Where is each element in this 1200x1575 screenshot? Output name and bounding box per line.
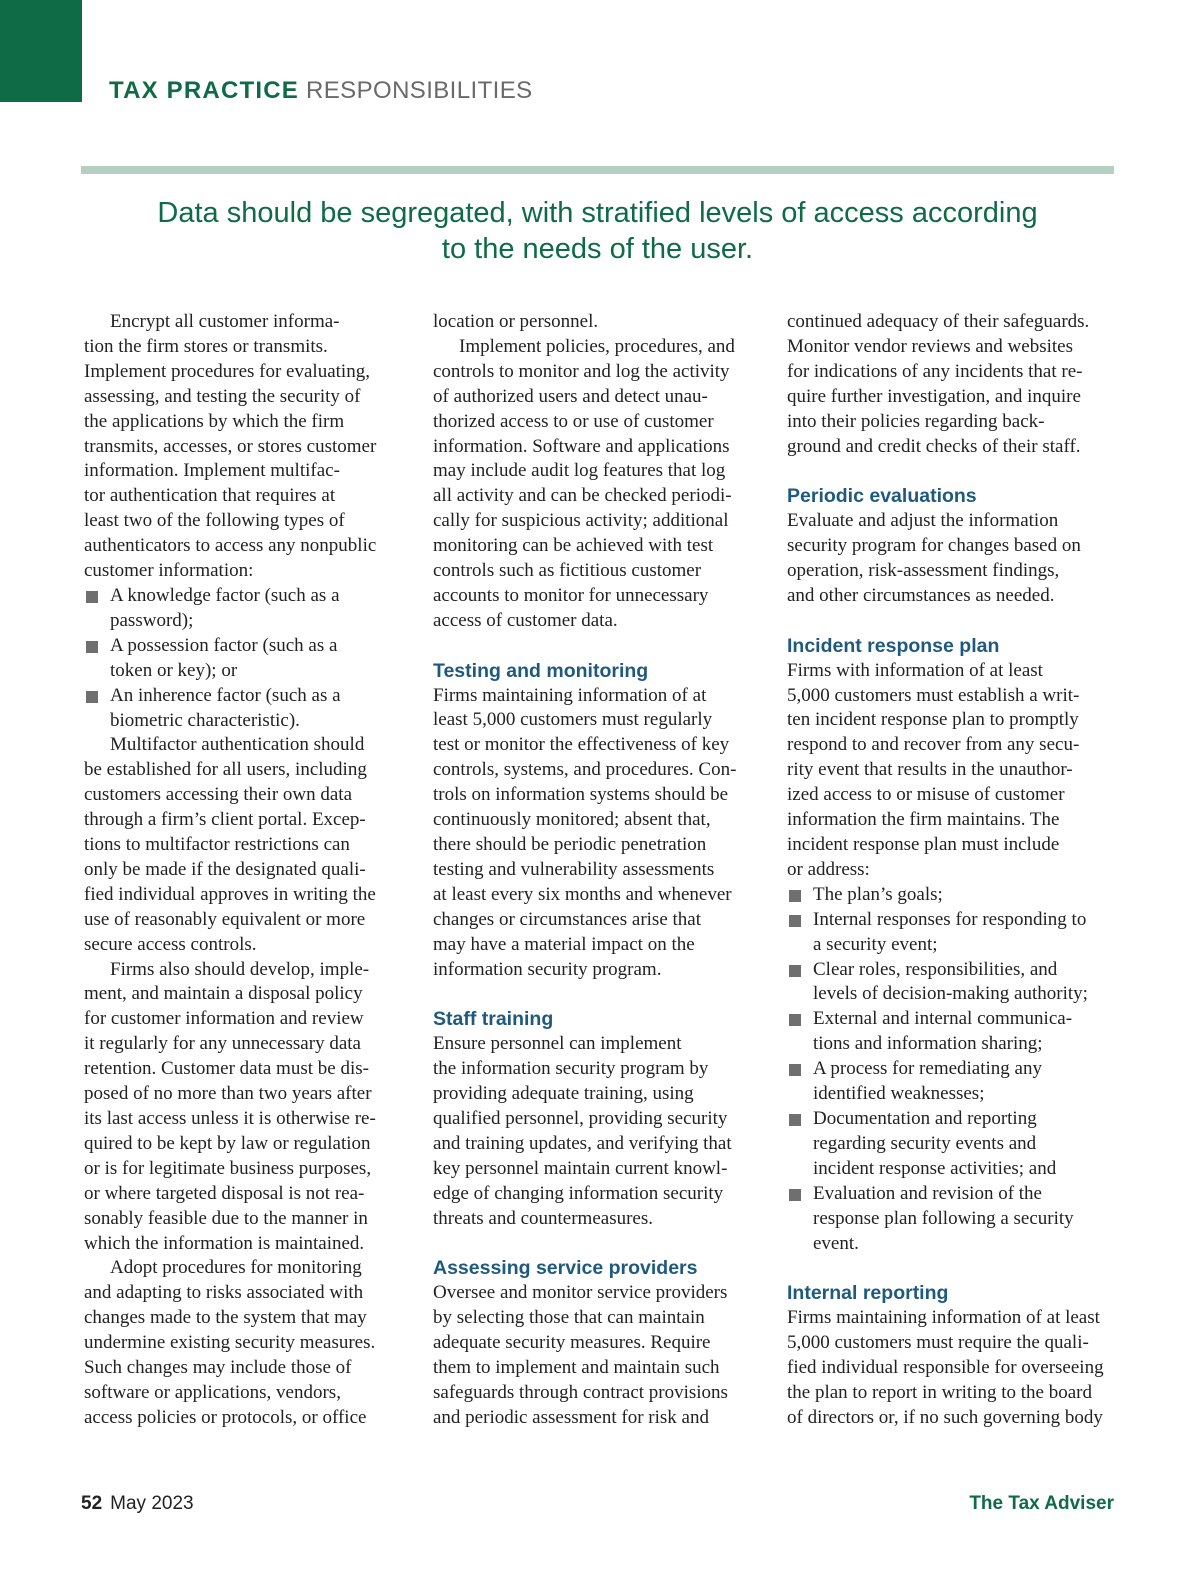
text-line: use of reasonably equivalent or more — [84, 908, 366, 930]
text-line: test or monitor the effectiveness of key — [433, 734, 730, 756]
text-line: by selecting those that can maintain — [433, 1307, 705, 1329]
text-line: Clear roles, responsibilities, and — [813, 958, 1058, 980]
corner-color-block — [0, 0, 82, 102]
text-line: for indications of any incidents that re- — [787, 360, 1083, 382]
text-line: testing and vulnerability assessments — [433, 858, 715, 880]
text-line: information security program. — [433, 958, 662, 980]
text-line: adequate security measures. Require — [433, 1332, 711, 1354]
text-line: it regularly for any unnecessary data — [84, 1033, 361, 1055]
col3-paragraph-0 — [787, 310, 1117, 459]
bullet-item — [787, 1182, 1117, 1257]
spacer — [433, 982, 763, 1007]
square-bullet-icon — [789, 1114, 801, 1126]
text-line: of authorized users and detect unau- — [433, 385, 708, 407]
text-line: tions to multifactor restrictions can — [84, 834, 350, 856]
square-bullet-icon — [86, 641, 98, 653]
text-line: tions and information sharing; — [813, 1033, 1043, 1055]
text-line: all activity and can be checked periodi- — [433, 485, 732, 507]
text-line: fied individual responsible for overseeing — [787, 1357, 1104, 1379]
spacer — [787, 459, 1117, 484]
text-line: Monitor vendor reviews and websites — [787, 335, 1073, 357]
bullet-item — [787, 1007, 1117, 1057]
text-line: Multifactor authentication should — [110, 734, 365, 756]
heading-incident-response-plan: Incident response plan — [787, 634, 1000, 657]
text-line: monitoring can be achieved with test — [433, 535, 714, 557]
text-line: changes made to the system that may — [84, 1307, 367, 1329]
text-line: information. Implement multifac- — [84, 460, 340, 482]
col2-paragraph-staff — [433, 1032, 763, 1231]
section-header-bold: TAX PRACTICE — [109, 77, 299, 104]
text-line: continuously monitored; absent that, — [433, 809, 711, 831]
col2-paragraph-assess — [433, 1281, 763, 1430]
text-line: only be made if the designated quali- — [84, 858, 366, 880]
text-line: security program for changes based on — [787, 535, 1081, 557]
page-number: 52 — [81, 1493, 103, 1514]
text-line: for customer information and review — [84, 1008, 364, 1030]
col1-paragraph-3 — [84, 958, 406, 1257]
text-line: Implement policies, procedures, and — [459, 335, 735, 357]
text-line: the plan to report in writing to the board — [787, 1381, 1092, 1403]
text-line: safeguards through contract provisions — [433, 1381, 728, 1403]
text-line: response plan following a security — [813, 1207, 1074, 1229]
text-line: the information security program by — [433, 1058, 709, 1080]
text-line: key personnel maintain current knowl- — [433, 1157, 728, 1179]
heading-assessing-service-providers: Assessing service providers — [433, 1257, 698, 1280]
text-line: password); — [110, 609, 194, 631]
column-3 — [787, 310, 1117, 1431]
text-line: access of customer data. — [433, 609, 618, 631]
text-line: fied individual approves in writing the — [84, 883, 376, 905]
text-line: authenticators to access any nonpublic — [84, 535, 377, 557]
text-line: levels of decision-making authority; — [813, 983, 1088, 1005]
section-header — [109, 76, 533, 106]
square-bullet-icon — [789, 1189, 801, 1201]
text-line: changes or circumstances arise that — [433, 908, 701, 930]
text-line: incident response activities; and — [813, 1157, 1057, 1179]
text-line: biometric characteristic). — [110, 709, 300, 731]
text-line: quired to be kept by law or regulation — [84, 1132, 371, 1154]
text-line: information. Software and applications — [433, 435, 730, 457]
text-line: ground and credit checks of their staff. — [787, 435, 1081, 457]
text-line: accounts to monitor for unnecessary — [433, 584, 709, 606]
text-line: A knowledge factor (such as a — [110, 584, 340, 606]
text-line: may include audit log features that log — [433, 460, 726, 482]
text-line: through a firm’s client portal. Excep- — [84, 809, 366, 831]
text-line: information the firm maintains. The — [787, 809, 1060, 831]
text-line: ized access to or misuse of customer — [787, 784, 1065, 806]
text-line: identified weaknesses; — [813, 1083, 985, 1105]
text-line: Adopt procedures for monitoring — [110, 1257, 362, 1279]
text-line: transmits, accesses, or stores customer — [84, 435, 377, 457]
text-line: its last access unless it is otherwise re- — [84, 1108, 376, 1129]
text-line: at least every six months and whenever — [433, 883, 732, 905]
col2-paragraph-1 — [433, 335, 763, 634]
text-line: edge of changing information security — [433, 1182, 724, 1204]
text-line: and other circumstances as needed. — [787, 584, 1055, 606]
text-line: Firms maintaining information of at least — [787, 1307, 1100, 1329]
text-line: and adapting to risks associated with — [84, 1282, 364, 1304]
footer-page-info — [81, 1493, 194, 1515]
text-line: or address: — [787, 858, 870, 880]
bullet-item — [787, 1057, 1117, 1107]
square-bullet-icon — [789, 1014, 801, 1026]
text-line: customers accessing their own data — [84, 784, 353, 806]
bullet-list — [84, 584, 406, 733]
pullquote-line: Data should be segregated, with stratified levels of access according — [157, 197, 1038, 229]
text-line: controls, systems, and procedures. Con- — [433, 759, 737, 781]
text-line: External and internal communica- — [813, 1008, 1073, 1030]
text-line: and periodic assessment for risk and — [433, 1406, 709, 1428]
text-line: which the information is maintained. — [84, 1232, 365, 1254]
text-line: may have a material impact on the — [433, 933, 695, 955]
text-line: software or applications, vendors, — [84, 1381, 341, 1403]
text-line: quire further investigation, and inquire — [787, 385, 1081, 407]
text-line: 5,000 customers must establish a writ- — [787, 684, 1080, 706]
col2-paragraph-testing — [433, 684, 763, 983]
bullet-item — [84, 634, 406, 684]
square-bullet-icon — [86, 591, 98, 603]
text-line: A process for remediating any — [813, 1058, 1042, 1080]
text-line: there should be periodic penetration — [433, 834, 707, 856]
text-line: Firms maintaining information of at — [433, 684, 707, 706]
text-line: them to implement and maintain such — [433, 1357, 720, 1379]
text-line: assessing, and testing the security of — [84, 385, 361, 407]
text-line: retention. Customer data must be dis- — [84, 1058, 369, 1080]
text-line: providing adequate training, using — [433, 1083, 694, 1105]
spacer — [433, 634, 763, 659]
text-line: qualified personnel, providing security — [433, 1107, 728, 1129]
text-line: incident response plan must include — [787, 834, 1060, 855]
pullquote — [81, 195, 1114, 267]
text-line: thorized access to or use of customer — [433, 410, 714, 432]
text-line: secure access controls. — [84, 933, 257, 955]
col2-paragraph-0 — [433, 310, 763, 335]
text-line: customer information: — [84, 560, 254, 582]
text-line: 5,000 customers must require the quali- — [787, 1332, 1089, 1354]
text-line: controls such as fictitious customer — [433, 560, 702, 582]
issue-date: May 2023 — [110, 1493, 194, 1514]
text-line: cally for suspicious activity; additional — [433, 510, 729, 532]
text-line: regarding security events and — [813, 1132, 1037, 1154]
spacer — [787, 1256, 1117, 1281]
bullet-item — [84, 584, 406, 634]
text-line: event. — [813, 1232, 859, 1254]
col3-paragraph-incident — [787, 659, 1117, 883]
publication-name: The Tax Adviser — [969, 1493, 1114, 1514]
text-line: Evaluation and revision of the — [813, 1182, 1042, 1204]
square-bullet-icon — [789, 965, 801, 977]
heading-periodic-evaluations: Periodic evaluations — [787, 485, 977, 508]
heading-testing-monitoring: Testing and monitoring — [433, 659, 649, 682]
text-line: respond to and recover from any secu- — [787, 734, 1080, 756]
text-line: Ensure personnel can implement — [433, 1033, 682, 1055]
bullet-item — [787, 958, 1117, 1008]
heading-internal-reporting: Internal reporting — [787, 1282, 949, 1305]
heading-staff-training: Staff training — [433, 1008, 554, 1031]
text-line: Documentation and reporting — [813, 1107, 1037, 1129]
text-line: continued adequacy of their safeguards. — [787, 311, 1090, 332]
text-line: Encrypt all customer informa- — [110, 311, 340, 332]
text-line: Internal responses for responding to — [813, 908, 1087, 930]
text-line: tion the firm stores or transmits. — [84, 335, 328, 357]
text-line: or is for legitimate business purposes, — [84, 1157, 372, 1179]
text-line: posed of no more than two years after — [84, 1083, 372, 1105]
bullet-item — [787, 883, 1117, 908]
text-line: the applications by which the firm — [84, 410, 345, 432]
col1-paragraph-4 — [84, 1256, 406, 1430]
text-line: a security event; — [813, 933, 938, 955]
column-1 — [84, 310, 406, 1431]
section-header-light: RESPONSIBILITIES — [306, 77, 533, 104]
text-line: be established for all users, including — [84, 759, 367, 781]
column-2 — [433, 310, 763, 1431]
square-bullet-icon — [789, 1064, 801, 1076]
text-line: undermine existing security measures. — [84, 1332, 376, 1354]
text-line: least 5,000 customers must regularly — [433, 709, 713, 731]
text-line: trols on information systems should be — [433, 784, 729, 806]
square-bullet-icon — [789, 915, 801, 927]
text-line: into their policies regarding back- — [787, 410, 1045, 432]
text-line: of directors or, if no such governing body — [787, 1406, 1103, 1428]
col1-paragraph-1 — [84, 310, 406, 584]
bullet-item — [787, 908, 1117, 958]
text-line: threats and countermeasures. — [433, 1207, 653, 1229]
text-line: Evaluate and adjust the information — [787, 510, 1059, 532]
text-line: An inherence factor (such as a — [110, 684, 341, 706]
text-line: Oversee and monitor service providers — [433, 1282, 728, 1304]
text-line: least two of the following types of — [84, 510, 345, 532]
text-line: or where targeted disposal is not rea- — [84, 1182, 365, 1204]
text-line: Implement procedures for evaluating, — [84, 360, 370, 382]
col3-paragraph-internal — [787, 1306, 1117, 1431]
text-line: Firms also should develop, imple- — [110, 958, 370, 980]
text-line: operation, risk-assessment findings, — [787, 560, 1060, 582]
text-line: Firms with information of at least — [787, 659, 1043, 681]
text-line: rity event that results in the unauthor- — [787, 759, 1073, 781]
pullquote-rule — [81, 166, 1114, 174]
square-bullet-icon — [86, 691, 98, 703]
text-line: sonably feasible due to the manner in — [84, 1207, 368, 1229]
spacer — [787, 609, 1117, 634]
text-line: Such changes may include those of — [84, 1357, 352, 1379]
text-line: The plan’s goals; — [813, 883, 943, 905]
text-line: access policies or protocols, or office — [84, 1406, 367, 1428]
pullquote-line: to the needs of the user. — [441, 233, 754, 265]
text-line: controls to monitor and log the activity — [433, 360, 730, 382]
text-line: ten incident response plan to promptly — [787, 709, 1079, 731]
text-line: ment, and maintain a disposal policy — [84, 983, 363, 1005]
text-line: tor authentication that requires at — [84, 485, 336, 507]
bullet-list — [787, 883, 1117, 1257]
square-bullet-icon — [789, 890, 801, 902]
text-line: and training updates, and verifying that — [433, 1132, 732, 1154]
col1-paragraph-2 — [84, 733, 406, 957]
bullet-item — [84, 684, 406, 734]
text-line: A possession factor (such as a — [110, 634, 338, 656]
text-line: token or key); or — [110, 659, 238, 681]
spacer — [433, 1232, 763, 1257]
bullet-item — [787, 1107, 1117, 1182]
col3-paragraph-periodic — [787, 509, 1117, 609]
text-line: location or personnel. — [433, 311, 599, 332]
